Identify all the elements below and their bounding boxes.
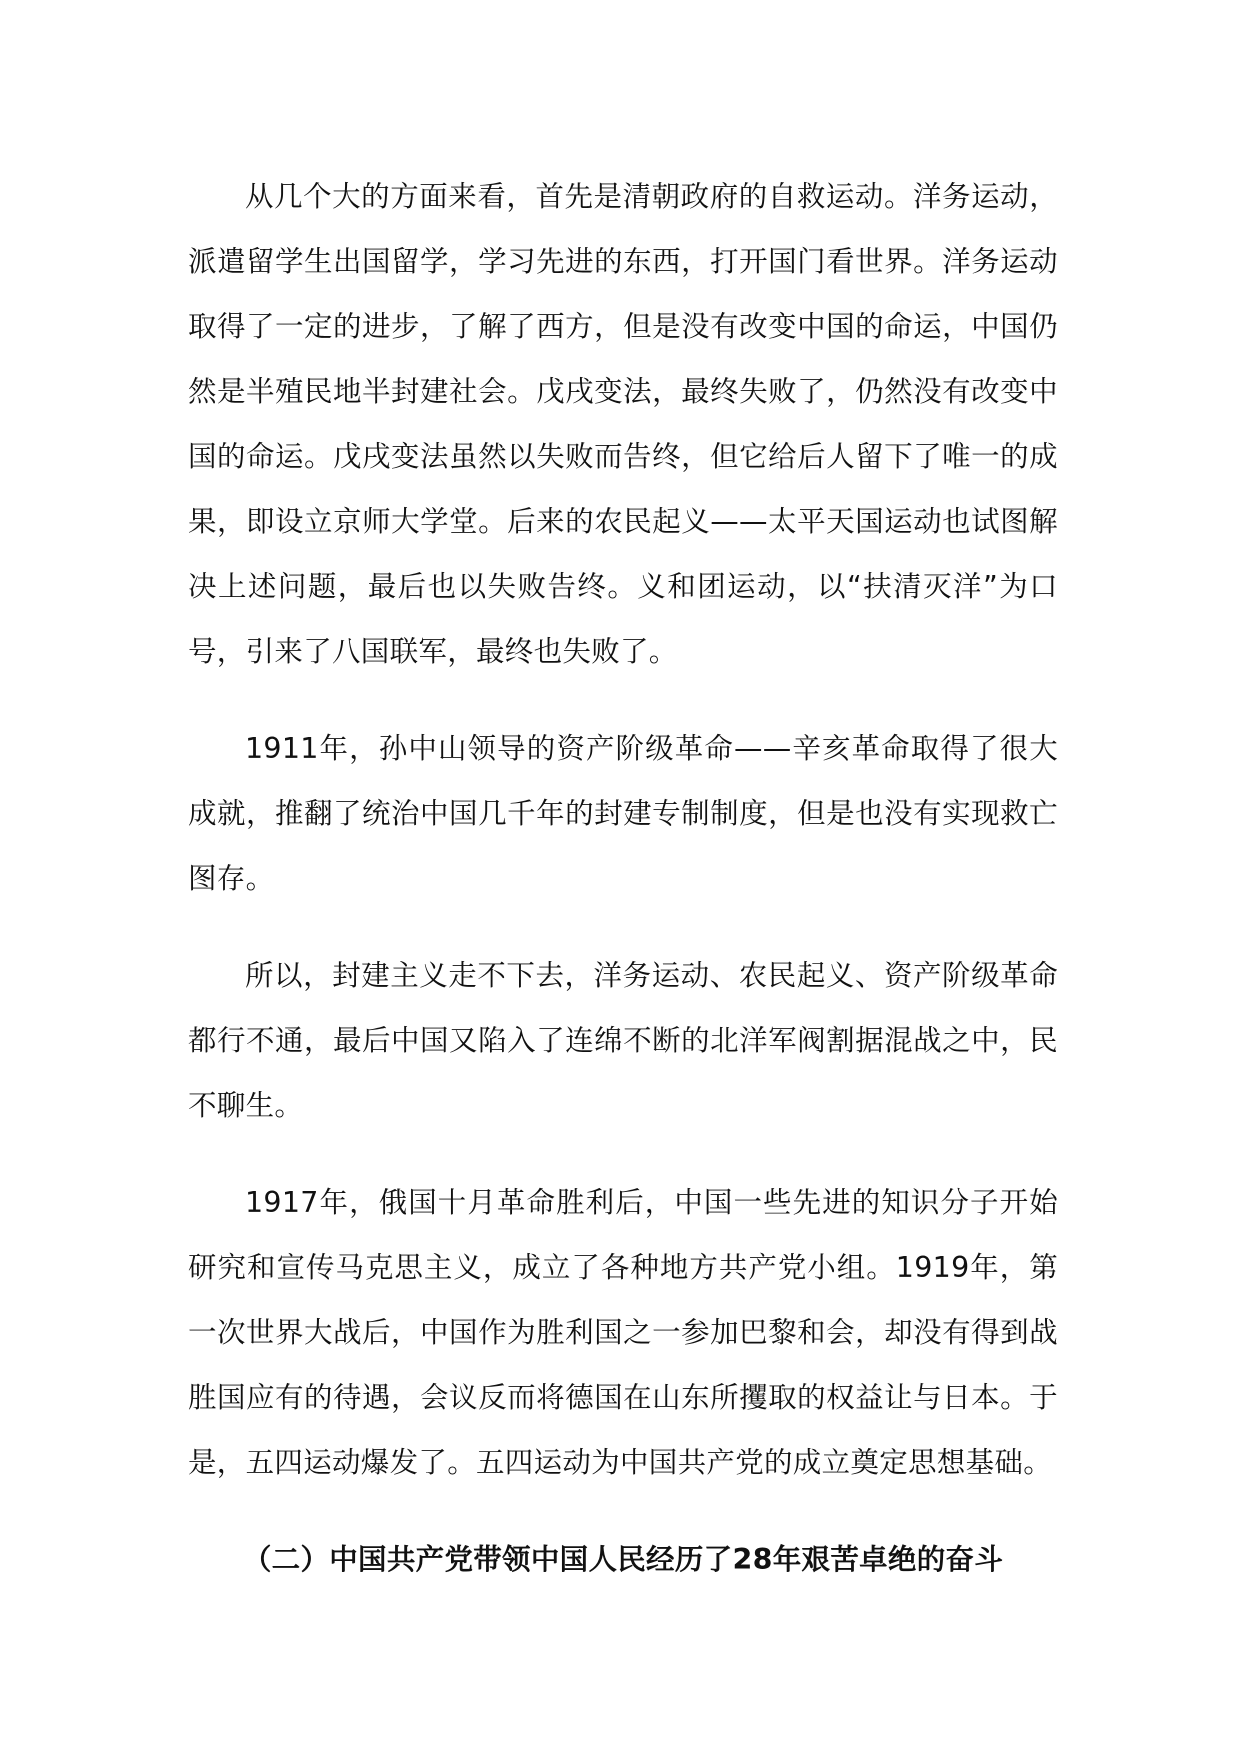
section-heading: （二）中国共产党带领中国人民经历了28年艰苦卓绝的奋斗 — [242, 1543, 1004, 1576]
paragraph-1917-may-fourth: 1917年，俄国十月革命胜利后，中国一些先进的知识分子开始研究和宣传马克思主义，成立了各种地方共产党小组。1919年，第一次世界大战后，中国作为胜利国之一参加巴黎和会，却没有得到战胜国应有的待遇，会议反而将德国在山东所攫取的权益让与日本。于是，五四运动爆发了。五四运动为中国共产党的成立奠定思想基础。 — [188, 1186, 1058, 1479]
paragraph-1911-revolution: 1911年，孙中山领导的资产阶级革命——辛亥革命取得了很大成就，推翻了统治中国几千年的封建专制制度，但是也没有实现救亡图存。 — [188, 732, 1058, 895]
paragraph-failed-paths: 所以，封建主义走不下去，洋务运动、农民起义、资产阶级革命都行不通，最后中国又陷入了连绵不断的北洋军阀割据混战之中，民不聊生。 — [188, 959, 1058, 1122]
document-body — [188, 164, 1058, 1592]
paragraph-self-rescue-movements: 从几个大的方面来看，首先是清朝政府的自救运动。洋务运动，派遣留学生出国留学，学习先进的东西，打开国门看世界。洋务运动取得了一定的进步，了解了西方，但是没有改变中国的命运，中国仍然是半殖民地半封建社会。戊戌变法，最终失败了，仍然没有改变中国的命运。戊戌变法虽然以失败而告终，但它给后人留下了唯一的成果，即设立京师大学堂。后来的农民起义——太平天国运动也试图解决上述问题，最后也以失败告终。义和团运动，以“扶清灭洋”为口号，引来了八国联军，最终也失败了。 — [188, 180, 1058, 668]
